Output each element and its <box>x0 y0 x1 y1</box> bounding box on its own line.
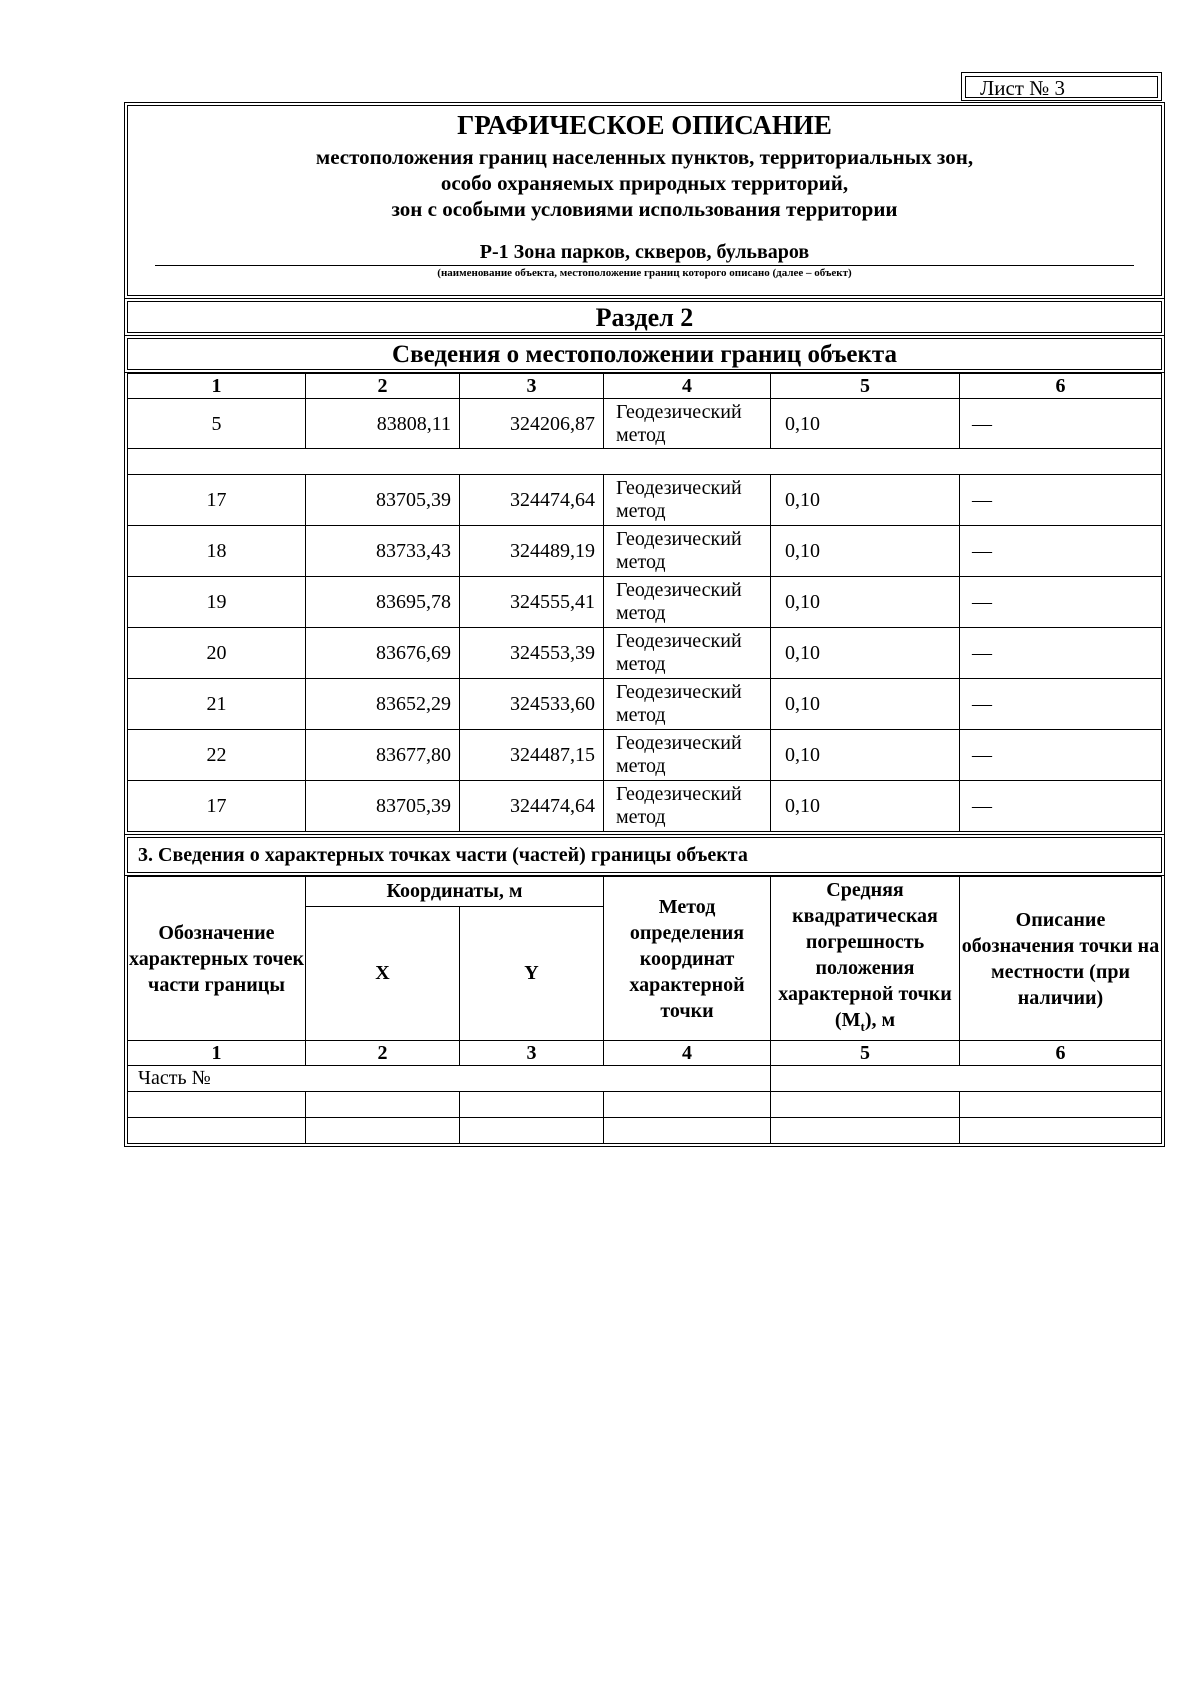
header-error-unit: ), м <box>864 1009 896 1031</box>
document <box>124 102 1165 1147</box>
subtitle-line-2: особо охраняемых природных территорий, <box>440 171 849 195</box>
subtitle-line-3: зон с особыми условиями использования территории <box>391 197 898 221</box>
empty-cell <box>960 1118 1162 1144</box>
x-cell: 83705,39 <box>306 781 460 832</box>
empty-cell <box>960 1092 1162 1118</box>
part-row <box>128 1066 1162 1092</box>
y-cell: 324487,15 <box>460 730 604 781</box>
spacer-cell <box>128 449 1162 475</box>
point-cell: 5 <box>128 399 306 449</box>
empty-cell <box>306 1092 460 1118</box>
header-coordinates: Координаты, м <box>306 877 604 907</box>
col-num-2: 2 <box>306 374 460 399</box>
x-cell: 83677,80 <box>306 730 460 781</box>
col-num-1: 1 <box>128 374 306 399</box>
point-cell: 17 <box>128 475 306 526</box>
table-row <box>128 526 1162 577</box>
column-number-row <box>128 374 1162 399</box>
description-cell: — <box>960 781 1162 832</box>
method-cell: Геодезический метод <box>604 679 771 730</box>
y-cell: 324489,19 <box>460 526 604 577</box>
sheet-number-box <box>961 72 1162 101</box>
table-row <box>128 628 1162 679</box>
subtitle-line-1: местоположения границ населенных пунктов, территориальных зон, <box>315 145 974 169</box>
x-cell: 83733,43 <box>306 526 460 577</box>
section3-frame <box>124 835 1165 876</box>
point-cell: 18 <box>128 526 306 577</box>
point-cell: 19 <box>128 577 306 628</box>
col-num-5: 5 <box>771 374 960 399</box>
part-empty-cell <box>771 1066 1162 1092</box>
empty-cell <box>128 1118 306 1144</box>
coordinates-table <box>127 373 1162 832</box>
description-cell: — <box>960 399 1162 449</box>
header-error <box>771 877 960 1041</box>
y-cell: 324555,41 <box>460 577 604 628</box>
empty-cell <box>604 1118 771 1144</box>
empty-cell <box>771 1092 960 1118</box>
empty-row <box>128 1092 1162 1118</box>
col-num-4: 4 <box>604 374 771 399</box>
description-cell: — <box>960 628 1162 679</box>
header-description: Описание обозначения точки на местности (при наличии) <box>960 877 1162 1041</box>
table-row <box>128 399 1162 449</box>
method-cell: Геодезический метод <box>604 730 771 781</box>
empty-cell <box>128 1092 306 1118</box>
sheet-number: Лист № 3 <box>965 76 1158 98</box>
empty-row <box>128 1118 1162 1144</box>
description-cell: — <box>960 577 1162 628</box>
x-cell: 83808,11 <box>306 399 460 449</box>
error-cell: 0,10 <box>771 781 960 832</box>
method-cell: Геодезический метод <box>604 628 771 679</box>
table-row <box>128 577 1162 628</box>
table-row <box>128 679 1162 730</box>
error-cell: 0,10 <box>771 475 960 526</box>
part-label: Часть № <box>128 1066 771 1092</box>
method-cell: Геодезический метод <box>604 399 771 449</box>
y-cell: 324474,64 <box>460 781 604 832</box>
x-cell: 83695,78 <box>306 577 460 628</box>
section3-title: 3. Сведения о характерных точках части (частей) границы объекта <box>127 837 1162 873</box>
header-frame <box>124 102 1165 299</box>
header-y: Y <box>460 906 604 1040</box>
section3-header-row-1 <box>128 877 1162 907</box>
col-num-4: 4 <box>604 1041 771 1066</box>
point-cell: 17 <box>128 781 306 832</box>
y-cell: 324206,87 <box>460 399 604 449</box>
x-cell: 83652,29 <box>306 679 460 730</box>
method-cell: Геодезический метод <box>604 526 771 577</box>
table-row <box>128 730 1162 781</box>
header-point-designation: Обозначение характерных точек части границы <box>128 877 306 1041</box>
section-title: Раздел 2 <box>127 301 1162 333</box>
document-title: ГРАФИЧЕСКОЕ ОПИСАНИЕ <box>457 110 832 140</box>
section-frame <box>124 299 1165 336</box>
x-cell: 83676,69 <box>306 628 460 679</box>
column-number-row <box>128 1041 1162 1066</box>
method-cell: Геодезический метод <box>604 577 771 628</box>
object-name: Р-1 Зона парков, скверов, бульваров <box>479 241 810 263</box>
spacer-row <box>128 449 1162 475</box>
object-underline <box>155 265 1134 266</box>
empty-cell <box>306 1118 460 1144</box>
empty-cell <box>460 1092 604 1118</box>
empty-cell <box>771 1118 960 1144</box>
x-cell: 83705,39 <box>306 475 460 526</box>
y-cell: 324553,39 <box>460 628 604 679</box>
col-num-1: 1 <box>128 1041 306 1066</box>
description-cell: — <box>960 526 1162 577</box>
point-cell: 22 <box>128 730 306 781</box>
header-error-text: Средняя квадратическая погрешность положения характерной точки (M <box>778 879 952 1031</box>
section-subtitle-frame <box>124 336 1165 373</box>
description-cell: — <box>960 730 1162 781</box>
col-num-3: 3 <box>460 1041 604 1066</box>
y-cell: 324474,64 <box>460 475 604 526</box>
header-method: Метод определения координат характерной точки <box>604 877 771 1041</box>
empty-cell <box>604 1092 771 1118</box>
header-x: X <box>306 906 460 1040</box>
error-cell: 0,10 <box>771 628 960 679</box>
point-cell: 21 <box>128 679 306 730</box>
y-cell: 324533,60 <box>460 679 604 730</box>
empty-cell <box>460 1118 604 1144</box>
method-cell: Геодезический метод <box>604 475 771 526</box>
point-cell: 20 <box>128 628 306 679</box>
description-cell: — <box>960 679 1162 730</box>
object-note: (наименование объекта, местоположение границ которого описано (далее – объект) <box>437 267 852 279</box>
table-row <box>128 475 1162 526</box>
description-cell: — <box>960 475 1162 526</box>
error-cell: 0,10 <box>771 730 960 781</box>
col-num-2: 2 <box>306 1041 460 1066</box>
section-subtitle: Сведения о местоположении границ объекта <box>127 338 1162 370</box>
col-num-6: 6 <box>960 1041 1162 1066</box>
error-cell: 0,10 <box>771 526 960 577</box>
section3-table-frame <box>124 876 1165 1147</box>
section3-table <box>127 876 1162 1144</box>
col-num-3: 3 <box>460 374 604 399</box>
header-error-subscript: t <box>860 1019 865 1034</box>
error-cell: 0,10 <box>771 679 960 730</box>
header-block <box>127 105 1162 296</box>
error-cell: 0,10 <box>771 577 960 628</box>
col-num-6: 6 <box>960 374 1162 399</box>
error-cell: 0,10 <box>771 399 960 449</box>
method-cell: Геодезический метод <box>604 781 771 832</box>
coordinates-table-frame <box>124 373 1165 835</box>
table-row <box>128 781 1162 832</box>
col-num-5: 5 <box>771 1041 960 1066</box>
